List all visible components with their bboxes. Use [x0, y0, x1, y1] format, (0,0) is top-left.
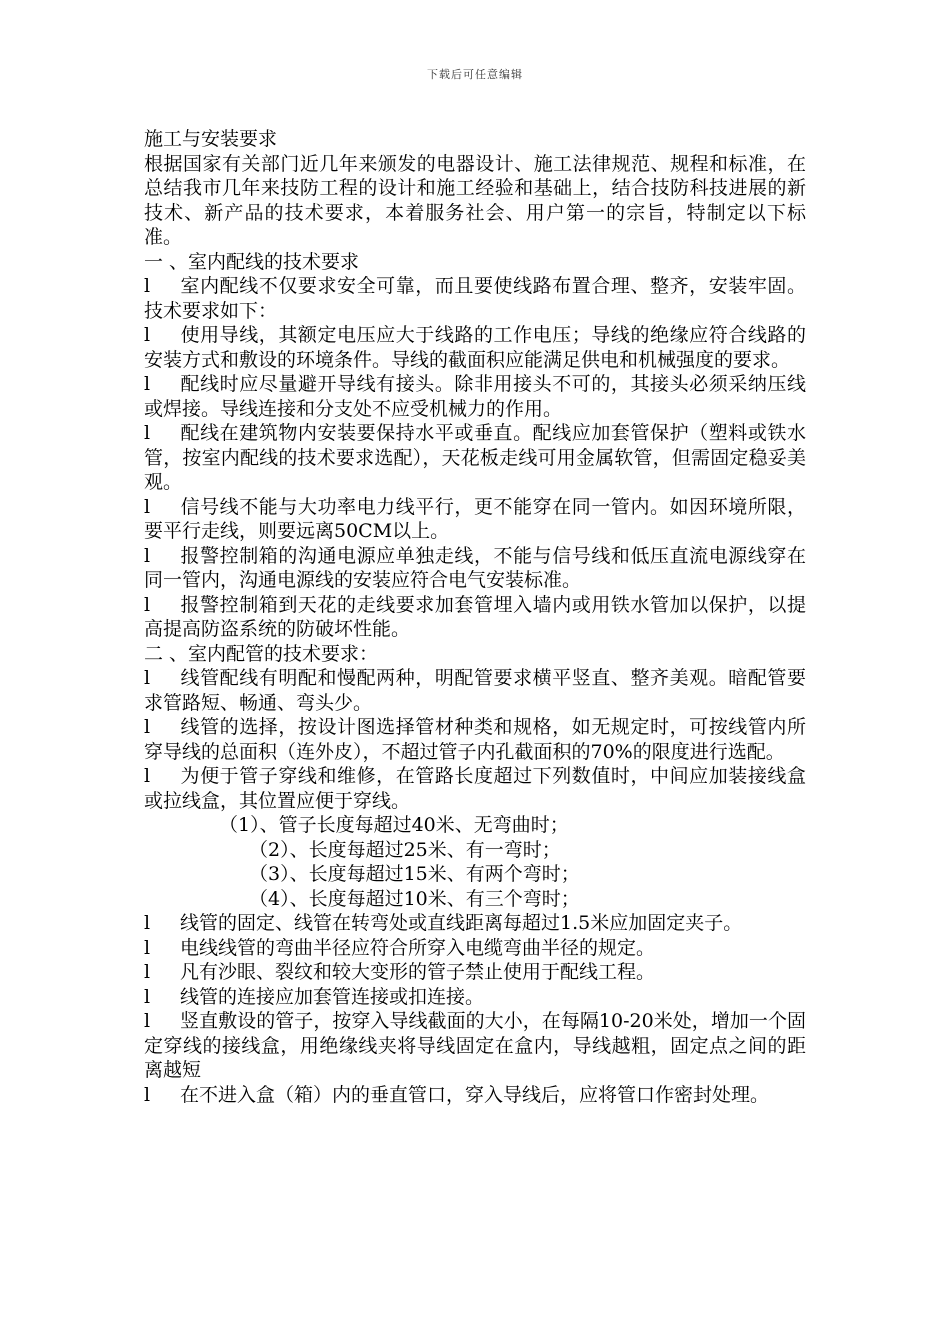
- list-item-text: 信号线不能与大功率电力线平行，更不能穿在同一管内。如因环境所限，要平行走线，则要远离50CM以上。: [144, 495, 806, 542]
- list-item-text: 报警控制箱到天花的走线要求加套管埋入墙内或用铁水管加以保护，以提高提高防盗系统的防破坏性能。: [144, 593, 806, 640]
- list-item-text: 室内配线不仅要求安全可靠，而且要使线路布置合理、整齐，安装牢固。技术要求如下：: [144, 275, 806, 322]
- bullet-mark: l: [144, 667, 151, 689]
- list-item: [144, 372, 806, 421]
- intro-paragraph: 根据国家有关部门近几年来颁发的电器设计、施工法律规范、规程和标准，在总结我市几年来技防工程的设计和施工经验和基础上，结合技防科技进展的新技术、新产品的技术要求，本着服务社会、用户第一的宗旨，特制定以下标准。: [144, 152, 806, 248]
- bullet-mark: l: [144, 912, 151, 934]
- bullet-mark: l: [144, 593, 151, 616]
- list-item-text: 报警控制箱的沟通电源应单独走线，不能与信号线和低压直流电源线穿在同一管内，沟通电源线的安装应符合电气安装标准。: [144, 544, 806, 591]
- list-item: [144, 421, 806, 495]
- bullet-mark: l: [144, 422, 151, 444]
- bullet-mark: l: [144, 373, 151, 395]
- list-item-text: 配线时应尽量避开导线有接头。除非用接头不可的，其接头必须采纳压线或焊接。导线连接和分支处不应受机械力的作用。: [144, 373, 806, 420]
- bullet-mark: l: [144, 1083, 151, 1106]
- sublist-item: （3）、长度每超过15米、有两个弯时；: [249, 863, 580, 885]
- list-item-text: 线管配线有明配和慢配两种，明配管要求横平竖直、整齐美观。暗配管要求管路短、畅通、弯头少。: [144, 667, 806, 714]
- section1-heading: 一 、室内配线的技术要求: [144, 250, 360, 273]
- page-header: 下载后可任意编辑: [427, 68, 523, 81]
- list-item: [144, 544, 806, 593]
- list-item-text: 线管的选择，按设计图选择管材种类和规格，如无规定时，可按线管内所穿导线的总面积（连外皮），不超过管子内孔截面积的70%的限度进行选配。: [144, 716, 806, 763]
- list-item-text: 线管的固定、线管在转弯处或直线距离每超过1.5米应加固定夹子。: [180, 912, 743, 934]
- bullet-mark: l: [144, 985, 151, 1008]
- list-item: [144, 764, 806, 813]
- list-item: [144, 960, 806, 985]
- sublist-item: （1）、管子长度每超过40米、无弯曲时；: [219, 814, 569, 836]
- bullet-mark: l: [144, 495, 151, 518]
- list-item: [144, 274, 806, 323]
- bullet-mark: l: [144, 544, 151, 567]
- bullet-mark: l: [144, 716, 151, 738]
- document-title: 施工与安装要求: [144, 128, 278, 150]
- list-item-text: 在不进入盒（箱）内的垂直管口，穿入导线后，应将管口作密封处理。: [180, 1083, 770, 1106]
- list-item: [144, 1083, 806, 1108]
- bullet-mark: l: [144, 961, 151, 983]
- bullet-mark: l: [144, 936, 151, 959]
- list-item: [144, 911, 806, 936]
- document-body: [144, 127, 806, 1107]
- list-item: [144, 666, 806, 715]
- sublist-item: （4）、长度每超过10米、有三个弯时；: [249, 887, 580, 910]
- list-item-text: 配线在建筑物内安装要保持水平或垂直。配线应加套管保护（塑料或铁水管，按室内配线的技术要求选配），天花板走线可用金属软管，但需固定稳妥美观。: [144, 422, 806, 493]
- bullet-mark: l: [144, 1010, 151, 1032]
- list-item: [144, 1009, 806, 1083]
- list-item: [144, 495, 806, 544]
- list-item-text: 竖直敷设的管子，按穿入导线截面的大小，在每隔10-20米处，增加一个固定穿线的接线盒，用绝缘线夹将导线固定在盒内，导线越粗，固定点之间的距离越短: [144, 1010, 806, 1081]
- list-item-text: 使用导线，其额定电压应大于线路的工作电压；导线的绝缘应符合线路的安装方式和敷设的环境条件。导线的截面积应能满足供电和机械强度的要求。: [144, 324, 806, 371]
- bullet-mark: l: [144, 275, 151, 297]
- bullet-mark: l: [144, 324, 151, 346]
- sublist-item: （2）、长度每超过25米、有一弯时；: [249, 838, 561, 861]
- list-item-text: 凡有沙眼、裂纹和较大变形的管子禁止使用于配线工程。: [180, 961, 656, 983]
- bullet-mark: l: [144, 765, 151, 787]
- list-item-text: 为便于管子穿线和维修，在管路长度超过下列数值时，中间应加装接线盒或拉线盒，其位置应便于穿线。: [144, 765, 806, 812]
- list-item: [144, 936, 806, 961]
- list-item: [144, 593, 806, 642]
- section2-heading: 二 、室内配管的技术要求：: [144, 642, 379, 665]
- list-item-text: 线管的连接应加套管连接或扣连接。: [180, 985, 485, 1008]
- list-item-text: 电线线管的弯曲半径应符合所穿入电缆弯曲半径的规定。: [180, 936, 656, 959]
- list-item: [144, 715, 806, 764]
- list-item: [144, 985, 806, 1010]
- list-item: [144, 323, 806, 372]
